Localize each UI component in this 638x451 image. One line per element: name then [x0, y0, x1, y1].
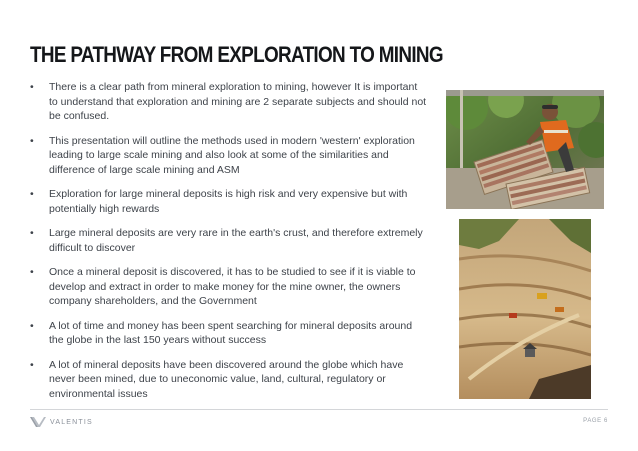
valentis-logo-icon — [30, 417, 46, 427]
bullet-item: • Exploration for large mineral deposits is high risk and very expensive but with potentially high rewards — [30, 187, 428, 216]
bullet-item: • A lot of mineral deposits have been discovered around the globe which have never been mined, due to uneconomic value, land, cultural, regulatory or environmental issues — [30, 358, 428, 402]
bullet-item: • A lot of time and money has been spent searching for mineral deposits around the globe in the last 150 years without success — [30, 319, 428, 348]
open-pit-mine-photo — [459, 219, 591, 399]
core-logging-photo — [446, 90, 604, 209]
slide-title: THE PATHWAY FROM EXPLORATION TO MINING — [30, 42, 443, 67]
logo-text: VALENTIS — [50, 418, 93, 426]
bullet-item: • Large mineral deposits are very rare in the earth's crust, and therefore extremely difficult to discover — [30, 226, 428, 255]
valentis-logo — [30, 417, 93, 427]
bullet-item: • Once a mineral deposit is discovered, it has to be studied to see if it is viable to develop and extract in order to make money for the mine owner, the owners company shareholders, and the Government — [30, 265, 428, 309]
footer-divider — [30, 409, 608, 410]
bullet-list — [30, 80, 428, 411]
bullet-item: • This presentation will outline the methods used in modern 'western' exploration leading to large scale mining and also look at some of the similarities and difference of large scale mining and ASM — [30, 134, 428, 178]
bullet-item: • There is a clear path from mineral exploration to mining, however It is important to understand that exploration and mining are 2 separate subjects and should not be confused. — [30, 80, 428, 124]
page-number: PAGE 6 — [583, 418, 608, 424]
